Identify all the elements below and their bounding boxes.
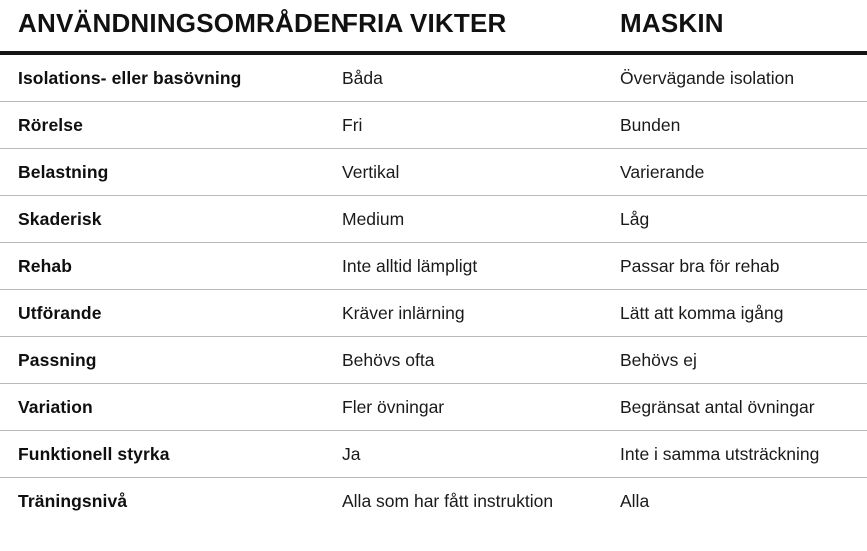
row-value-free-weights: Medium [322,196,602,243]
row-value-free-weights: Ja [322,431,602,478]
table-body [0,53,867,524]
row-value-machine: Övervägande isolation [602,53,867,102]
table-header [0,0,867,53]
table-row [0,196,867,243]
row-label: Isolations- eller basövning [0,53,322,102]
row-value-free-weights: Alla som har fått instruktion [342,490,554,511]
table-row [0,102,867,149]
row-label: Belastning [0,149,322,196]
row-value-machine: Lätt att komma igång [602,290,867,337]
table-row [0,478,867,525]
row-label: Passning [0,337,322,384]
row-value-free-weights: Båda [322,53,602,102]
row-value-machine: Varierande [602,149,867,196]
row-value-machine: Bunden [602,102,867,149]
table-row [0,431,867,478]
row-label: Rörelse [0,102,322,149]
row-value-machine: Inte i samma utsträckning [602,431,867,478]
row-label: Funktionell styrka [0,431,322,478]
row-value-free-weights: Behövs ofta [322,337,602,384]
column-header-usage-areas: ANVÄNDNINGSOMRÅDEN [0,0,322,53]
table-row [0,243,867,290]
row-label: Träningsnivå [18,490,128,511]
column-header-free-weights: FRIA VIKTER [322,0,602,53]
table-row [0,384,867,431]
table-row [0,149,867,196]
table-row [0,290,867,337]
row-value-free-weights: Vertikal [322,149,602,196]
row-value-free-weights: Fri [322,102,602,149]
row-value-machine: Behövs ej [602,337,867,384]
row-value-free-weights: Inte alltid lämpligt [322,243,602,290]
row-value-machine: Låg [602,196,867,243]
column-header-machine: MASKIN [602,0,867,53]
row-value-machine: Begränsat antal övningar [602,384,867,431]
row-value-machine: Passar bra för rehab [602,243,867,290]
row-label: Skaderisk [0,196,322,243]
row-label: Variation [0,384,322,431]
table-row [0,337,867,384]
row-label: Utförande [0,290,322,337]
row-value-machine: Alla [620,490,650,511]
row-value-free-weights: Kräver inlärning [322,290,602,337]
row-label: Rehab [0,243,322,290]
table-header-row [0,0,867,53]
row-value-free-weights: Fler övningar [322,384,602,431]
table-row [0,53,867,102]
